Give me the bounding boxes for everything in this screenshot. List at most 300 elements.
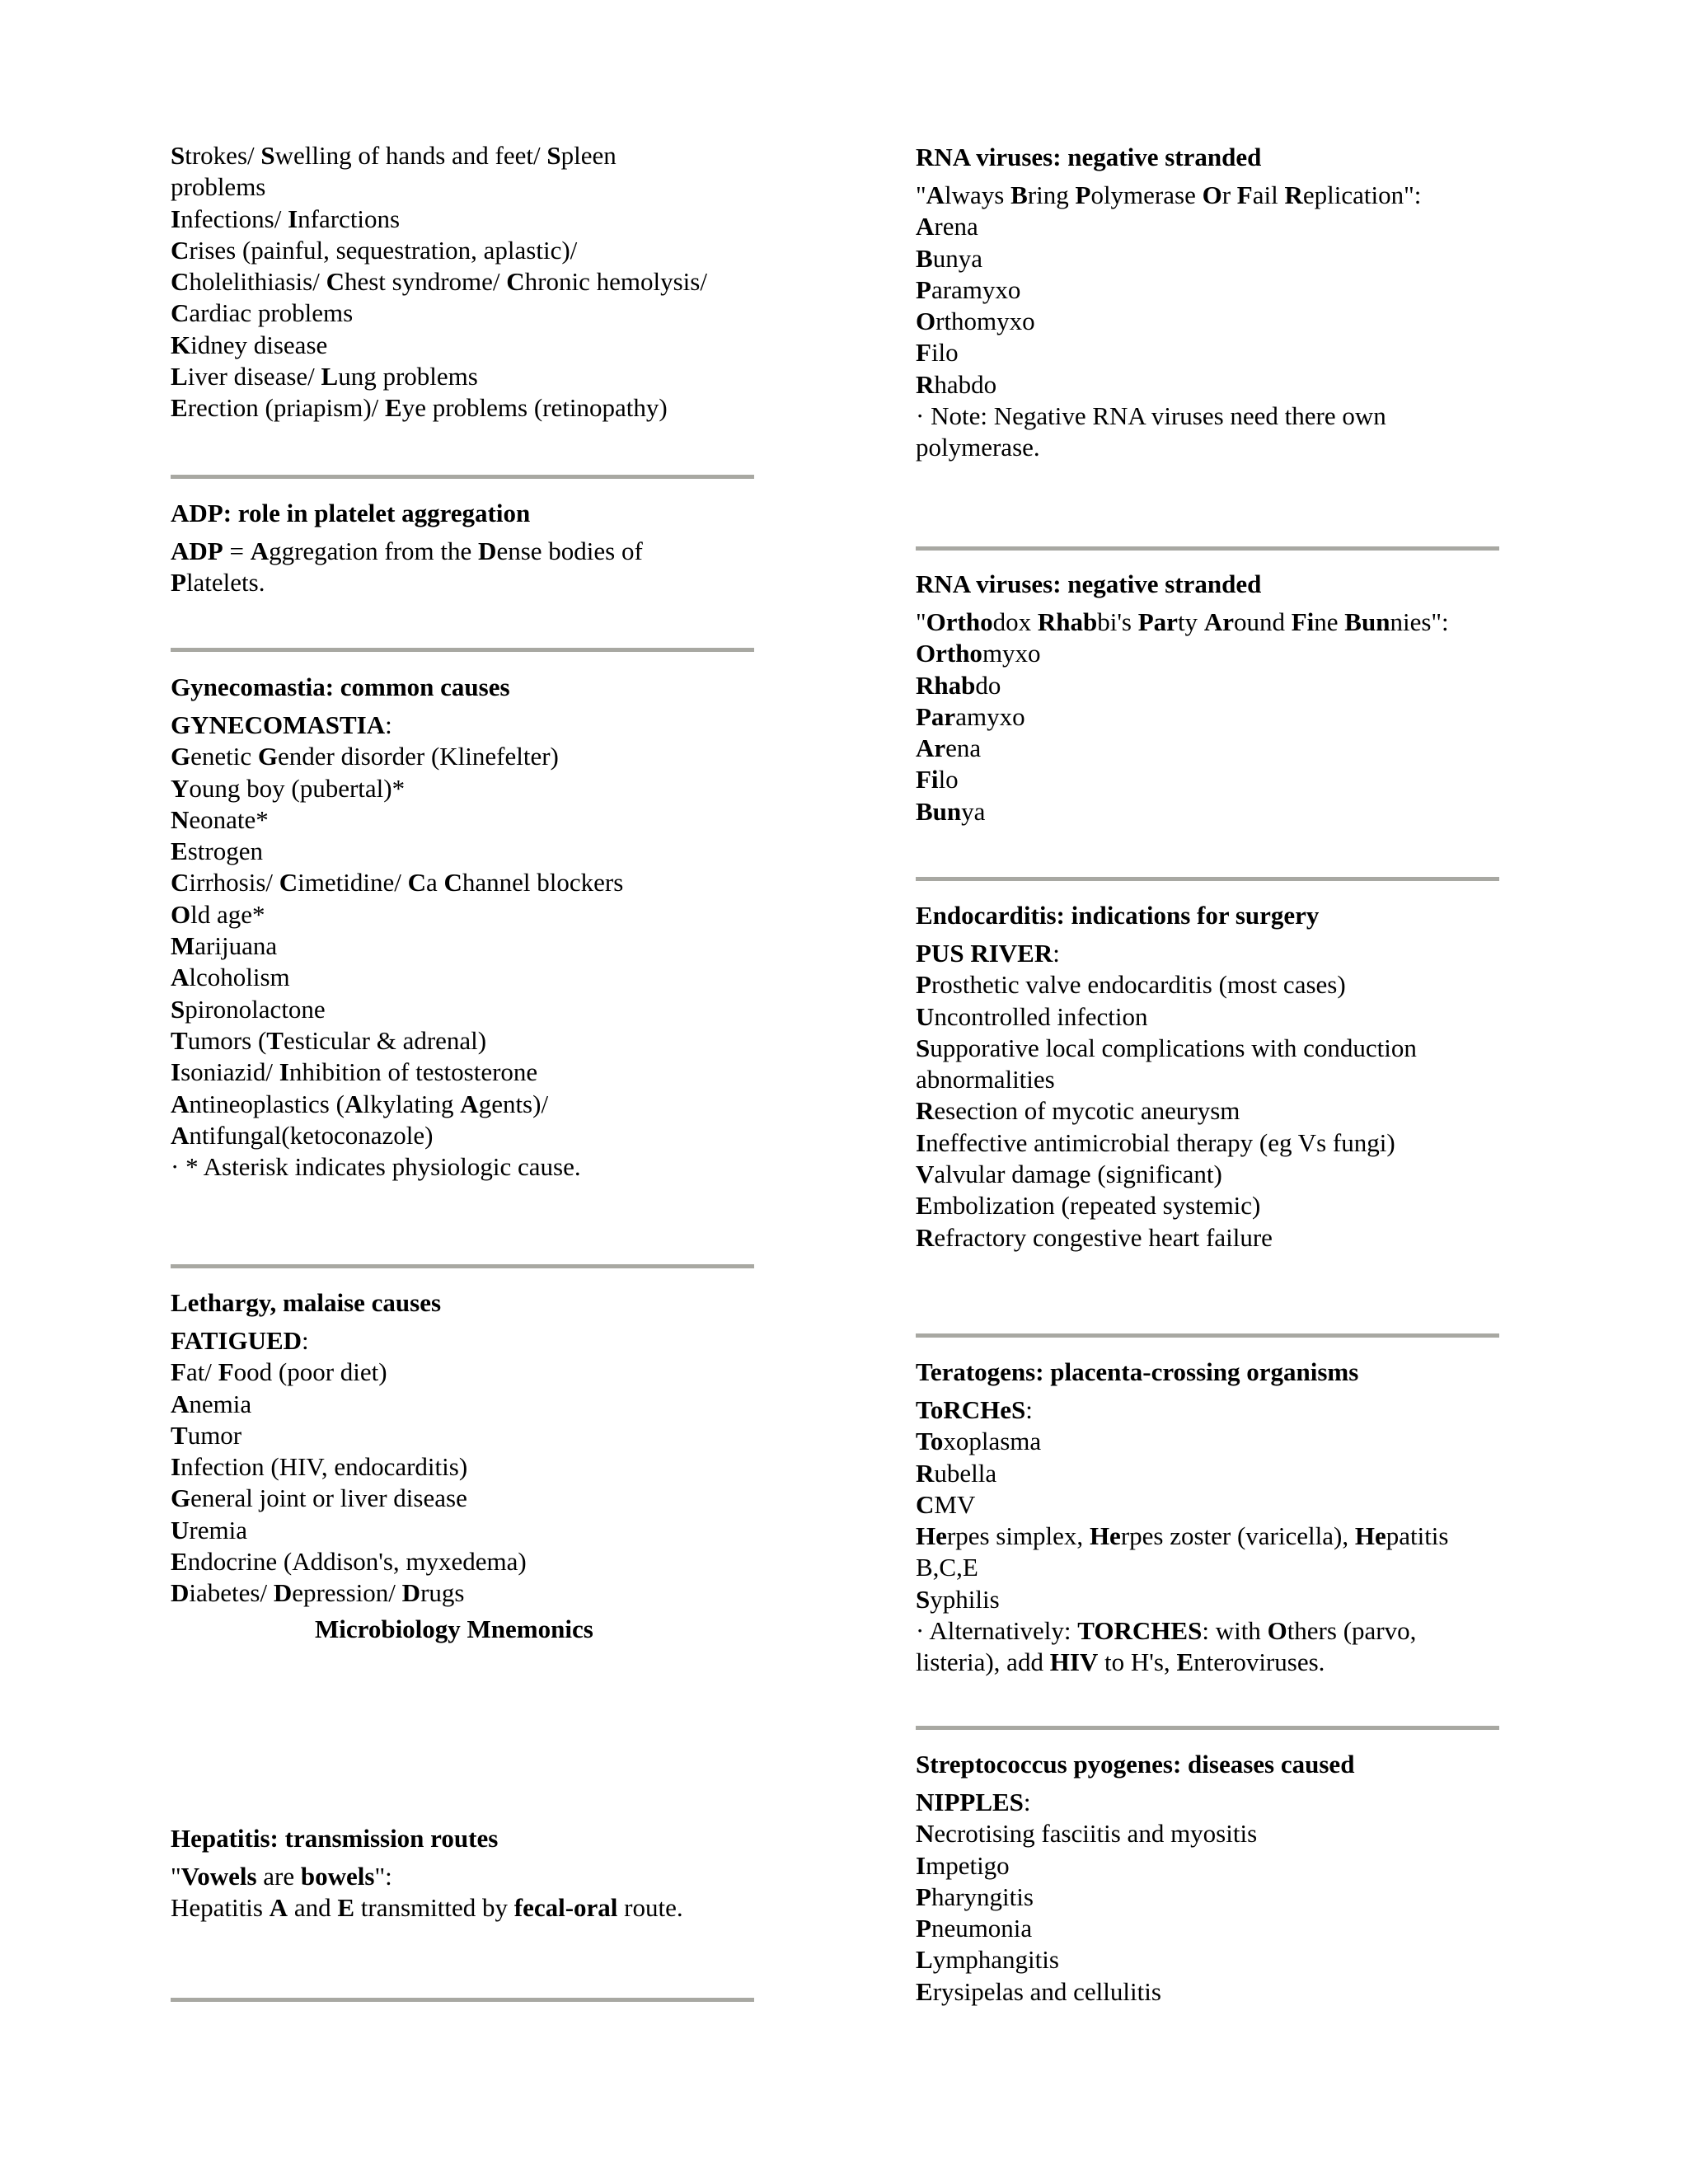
mnemonic-letter: NIPPLES — [916, 1788, 1024, 1816]
mnemonic-letter: ToRCHeS — [916, 1395, 1026, 1424]
mnemonic-line — [916, 1489, 1526, 1521]
mnemonic-letter: bowels — [300, 1862, 375, 1891]
mnemonic-letter: A — [460, 1089, 479, 1118]
mnemonic-line — [171, 1892, 764, 1924]
line-text: nhibition of testosterone — [288, 1057, 538, 1087]
line-text: lo — [938, 765, 959, 794]
mnemonic-letter: O — [916, 307, 936, 336]
mnemonic-letter: A — [171, 963, 190, 992]
mnemonic-letter: HIV — [1049, 1647, 1099, 1677]
mnemonic-letter: P — [916, 970, 931, 1000]
mnemonic-line — [916, 306, 1526, 337]
mnemonic-line — [916, 969, 1526, 1001]
line-text: arijuana — [195, 931, 278, 961]
mnemonic-line — [171, 1389, 764, 1420]
mnemonic-letter: S — [916, 1584, 931, 1614]
line-text: rthomyxo — [935, 307, 1035, 336]
mnemonic-line — [171, 1577, 764, 1609]
mnemonic-letter: L — [321, 362, 339, 391]
mnemonic-letter: R — [916, 1458, 935, 1488]
mnemonic-letter: Vowels — [181, 1862, 257, 1891]
mnemonic-line — [171, 867, 764, 898]
line-text: · Note: Negative RNA viruses need there own — [916, 401, 1386, 431]
mnemonic-lines — [171, 710, 764, 1183]
line-text: ilo — [931, 338, 959, 368]
mnemonic-line — [916, 1095, 1526, 1127]
line-text: ring — [1027, 180, 1076, 209]
mnemonic-line — [171, 1451, 764, 1483]
line-text: ail — [1252, 180, 1285, 209]
mnemonic-line — [171, 741, 764, 772]
line-text: ecrotising fasciitis and myositis — [934, 1819, 1258, 1849]
mnemonic-letter: P — [916, 1882, 931, 1911]
line-text: esticular & adrenal) — [283, 1025, 487, 1055]
mnemonic-line — [171, 330, 764, 361]
mnemonic-line — [171, 204, 764, 235]
mnemonic-letter: Rhab — [916, 670, 976, 700]
line-text: mbolization (repeated systemic) — [932, 1191, 1261, 1221]
mnemonic-line — [171, 171, 764, 203]
card-title: RNA viruses: negative stranded — [916, 569, 1262, 598]
line-text: hannel blockers — [462, 868, 624, 898]
mnemonic-line — [916, 432, 1526, 463]
line-text: latelets. — [185, 568, 265, 598]
mnemonic-letter: U — [916, 1001, 935, 1031]
line-text: yphilis — [930, 1584, 1000, 1614]
line-text: mpetigo — [926, 1850, 1010, 1880]
section-divider — [171, 648, 754, 652]
mnemonic-letter: O — [1267, 1616, 1287, 1646]
line-text: patitis — [1386, 1521, 1449, 1551]
line-text: polymerase. — [916, 433, 1040, 462]
mnemonic-line — [916, 1944, 1526, 1975]
mnemonic-letter: He — [916, 1521, 947, 1551]
mnemonic-letter: He — [1354, 1521, 1386, 1551]
line-text: ymphangitis — [932, 1945, 1059, 1975]
mnemonic-letter: V — [916, 1160, 935, 1189]
line-text: Hepatitis — [171, 1893, 270, 1923]
mnemonic-letter: C — [171, 868, 190, 898]
mnemonic-letter: D — [171, 1578, 190, 1608]
mnemonic-line — [171, 836, 764, 867]
line-text: eonate* — [189, 804, 269, 834]
line-text: ": — [374, 1862, 392, 1891]
line-text: thers (parvo, — [1287, 1616, 1417, 1646]
mnemonic-letter: P — [916, 274, 931, 304]
mnemonic-letter: TORCHES — [1077, 1616, 1203, 1646]
mnemonic-line — [171, 1483, 764, 1514]
card-title: Endocarditis: indications for surgery — [916, 901, 1320, 930]
mnemonic-letter: S — [260, 141, 275, 170]
mnemonic-line — [171, 140, 764, 171]
mnemonic-letter: C — [407, 868, 426, 898]
line-text: : — [1025, 1395, 1033, 1424]
card-title: Gynecomastia: common causes — [171, 673, 510, 701]
line-text: neumonia — [931, 1914, 1033, 1943]
line-text: epression/ — [292, 1578, 402, 1608]
line-text: pironolactone — [185, 994, 326, 1024]
mnemonic-line — [916, 1458, 1526, 1489]
mnemonic-letter: B — [916, 243, 933, 273]
mnemonic-letter: T — [266, 1025, 284, 1055]
line-text: B,C,E — [916, 1553, 978, 1582]
mnemonic-letter: Ortho — [926, 607, 993, 636]
line-text: ty — [1177, 607, 1204, 636]
rna-viruses-card-1 — [916, 142, 1526, 464]
mnemonic-letter: I — [171, 1057, 181, 1087]
mnemonic-line — [171, 567, 764, 598]
line-text: ena — [945, 733, 982, 763]
mnemonic-letter: ADP — [171, 537, 223, 565]
line-text: bi's — [1097, 607, 1138, 636]
line-text: alvular damage (significant) — [934, 1160, 1222, 1189]
mnemonic-letter: G — [257, 742, 279, 771]
mnemonic-line — [916, 1001, 1526, 1033]
line-text: myxo — [982, 639, 1041, 668]
mnemonic-letter: S — [171, 994, 185, 1024]
line-text: listeria), add — [916, 1647, 1050, 1677]
mnemonic-letter: Fi — [916, 765, 939, 794]
hepatitis-card — [171, 1823, 764, 1924]
mnemonic-letter: C — [916, 1489, 935, 1519]
line-text: ye problems (retinopathy) — [401, 393, 668, 423]
line-text: ya — [961, 796, 986, 826]
mnemonic-letter: Par — [1137, 607, 1178, 636]
mnemonic-letter: A — [171, 1389, 190, 1418]
mnemonic-letter: GYNECOMASTIA — [171, 710, 386, 739]
mnemonic-line — [916, 1127, 1526, 1159]
line-text: r — [1221, 180, 1237, 209]
line-text: umor — [187, 1420, 242, 1450]
mnemonic-lines — [916, 938, 1526, 1254]
mnemonic-line — [916, 211, 1526, 242]
line-text: ntineoplastics ( — [189, 1089, 345, 1118]
line-text: : — [302, 1326, 309, 1355]
mnemonic-letter: F — [916, 338, 931, 368]
line-text: lkylating — [363, 1089, 461, 1118]
line-text: gents)/ — [478, 1089, 549, 1118]
mnemonic-letter: G — [171, 742, 191, 771]
line-text: imetidine/ — [298, 868, 408, 898]
mnemonic-line — [916, 1818, 1526, 1849]
line-text: transmitted by — [354, 1893, 514, 1923]
mnemonic-letter: S — [546, 141, 561, 170]
mnemonic-letter: A — [171, 1089, 190, 1118]
mnemonic-letter: I — [171, 204, 181, 233]
line-text: xoplasma — [943, 1427, 1042, 1456]
mnemonic-letter: E — [171, 837, 188, 866]
mnemonic-letter: K — [171, 330, 191, 359]
mnemonic-line — [916, 401, 1526, 432]
line-text: ound — [1233, 607, 1292, 636]
mnemonic-line — [171, 392, 764, 424]
line-text: soniazid/ — [181, 1057, 279, 1087]
mnemonic-letter: I — [288, 204, 298, 233]
line-text: rena — [934, 212, 978, 241]
line-text: holelithiasis/ — [189, 267, 326, 297]
mnemonic-line — [916, 796, 1526, 827]
mnemonic-line — [916, 1521, 1526, 1552]
mnemonic-line — [916, 337, 1526, 368]
card-title: Hepatitis: transmission routes — [171, 1824, 499, 1853]
mnemonic-letter: Y — [171, 773, 190, 803]
line-text: lcoholism — [189, 963, 290, 992]
mnemonic-line — [916, 1159, 1526, 1190]
mnemonic-letter: Ortho — [916, 639, 982, 668]
line-text: esection of mycotic aneurysm — [934, 1096, 1240, 1126]
mnemonic-line — [916, 1913, 1526, 1944]
mnemonic-letter: P — [916, 1914, 931, 1943]
mnemonic-lines — [916, 1394, 1526, 1679]
mnemonic-line — [916, 1033, 1526, 1064]
mnemonic-letter: F — [218, 1357, 234, 1387]
mnemonic-line — [916, 1222, 1526, 1254]
mnemonic-letter: Bun — [916, 796, 962, 826]
mnemonic-letter: N — [916, 1819, 935, 1849]
line-text: neffective antimicrobial therapy (eg Vs fungi) — [926, 1127, 1395, 1157]
mnemonic-letter: A — [171, 1120, 190, 1150]
mnemonic-letter: E — [171, 393, 188, 423]
line-text: at/ — [185, 1357, 218, 1387]
mnemonic-lines — [916, 180, 1526, 464]
line-text: rection (priapism)/ — [187, 393, 385, 423]
mnemonic-letter: D — [401, 1578, 421, 1608]
line-text: nemia — [189, 1389, 252, 1418]
mnemonic-letter: R — [916, 369, 935, 399]
mnemonic-letter: S — [171, 141, 185, 170]
rna-viruses-card-2 — [916, 569, 1526, 827]
mnemonic-letter: E — [337, 1893, 355, 1923]
line-text: MV — [934, 1489, 976, 1519]
mnemonic-line — [916, 274, 1526, 306]
mnemonic-line — [916, 701, 1526, 733]
mnemonic-letter: I — [279, 1057, 289, 1087]
mnemonic-line — [916, 764, 1526, 795]
line-text: rpes zoster (varicella), — [1120, 1521, 1355, 1551]
line-text: haryngitis — [931, 1882, 1034, 1911]
line-text: : — [1023, 1788, 1031, 1816]
mnemonic-line — [171, 266, 764, 298]
mnemonic-letter: O — [171, 899, 191, 929]
line-text: rpes simplex, — [946, 1521, 1090, 1551]
mnemonic-letter: G — [171, 1483, 191, 1513]
mnemonic-letter: A — [916, 212, 935, 241]
line-text: " — [171, 1862, 181, 1891]
line-text: irrhosis/ — [189, 868, 279, 898]
strep-pyogenes-card — [916, 1749, 1526, 2008]
line-text: eneral joint or liver disease — [190, 1483, 467, 1513]
mnemonic-letter: A — [344, 1089, 363, 1118]
card-title: RNA viruses: negative stranded — [916, 143, 1262, 171]
line-text: are — [256, 1862, 301, 1891]
mnemonic-line — [171, 1089, 764, 1120]
mnemonic-letter: T — [171, 1420, 188, 1450]
line-text: ubella — [934, 1458, 997, 1488]
section-divider — [916, 1726, 1499, 1730]
mnemonic-letter: Ar — [1203, 607, 1234, 636]
line-text: hest syndrome/ — [344, 267, 507, 297]
mnemonic-letter: Par — [916, 701, 956, 731]
mnemonic-letter: FATIGUED — [171, 1326, 302, 1355]
mnemonic-letter: C — [171, 235, 190, 265]
mnemonic-line — [916, 1647, 1526, 1678]
line-text: umors ( — [187, 1025, 267, 1055]
line-text: ld age* — [190, 899, 265, 929]
line-text: oung boy (pubertal)* — [189, 773, 406, 803]
mnemonic-line — [916, 638, 1526, 669]
line-text: a — [426, 868, 444, 898]
mnemonic-line — [171, 804, 764, 836]
mnemonic-line — [916, 938, 1526, 969]
line-text: iabetes/ — [189, 1578, 274, 1608]
mnemonic-line — [916, 670, 1526, 701]
mnemonic-line — [171, 962, 764, 993]
card-title: ADP: role in platelet aggregation — [171, 499, 531, 527]
mnemonic-letter: I — [171, 1452, 181, 1482]
line-text: rises (painful, sequestration, aplastic)/ — [189, 235, 578, 265]
mnemonic-letter: D — [273, 1578, 293, 1608]
mnemonic-letter: F — [1236, 180, 1253, 209]
mnemonic-line — [171, 773, 764, 804]
line-text: nfections/ — [181, 204, 288, 233]
mnemonic-letter: F — [171, 1357, 186, 1387]
line-text: nteroviruses. — [1193, 1647, 1325, 1677]
line-text: nfarctions — [298, 204, 401, 233]
lethargy-card — [171, 1287, 764, 1610]
mnemonic-line — [171, 710, 764, 741]
line-text: ggregation from the — [269, 537, 479, 565]
mnemonic-letter: U — [171, 1515, 190, 1544]
line-text: ender disorder (Klinefelter) — [278, 742, 559, 771]
mnemonic-line — [171, 536, 764, 567]
mnemonic-letter: L — [171, 362, 188, 391]
mnemonic-line — [916, 1787, 1526, 1818]
line-text: : — [1053, 939, 1060, 968]
line-text: ood (poor diet) — [233, 1357, 387, 1387]
mnemonic-letter: R — [916, 1222, 935, 1252]
line-text: abnormalities — [916, 1065, 1055, 1094]
line-text: : with — [1202, 1616, 1268, 1646]
line-text: problems — [171, 172, 266, 202]
section-divider — [916, 1333, 1499, 1338]
mnemonic-line — [916, 1615, 1526, 1647]
section-divider — [916, 877, 1499, 881]
line-text: unya — [932, 243, 982, 273]
adp-card — [171, 498, 764, 599]
mnemonic-letter: To — [916, 1427, 944, 1456]
mnemonic-line — [171, 298, 764, 329]
mnemonic-letter: Ar — [916, 733, 946, 763]
section-divider — [171, 1998, 754, 2002]
line-text: : — [385, 710, 392, 739]
teratogens-card — [916, 1357, 1526, 1679]
mnemonic-letter: P — [1075, 180, 1091, 209]
card-title: Teratogens: placenta-crossing organisms — [916, 1357, 1359, 1386]
line-text: and — [288, 1893, 338, 1923]
mnemonic-letter: C — [443, 868, 462, 898]
mnemonic-line — [171, 1861, 764, 1892]
mnemonic-line — [171, 361, 764, 392]
mnemonic-letter: A — [926, 180, 945, 209]
line-text: eplication": — [1302, 180, 1422, 209]
line-text: do — [975, 670, 1001, 700]
section-divider — [171, 1264, 754, 1268]
mnemonic-line — [171, 994, 764, 1025]
mnemonic-lines — [916, 1787, 1526, 2008]
line-text: enetic — [190, 742, 258, 771]
line-text: · Alternatively: — [916, 1616, 1078, 1646]
line-text: to H's, — [1098, 1647, 1177, 1677]
mnemonic-letter: Bun — [1344, 607, 1390, 636]
mnemonic-line — [171, 235, 764, 266]
card-title: Lethargy, malaise causes — [171, 1288, 442, 1317]
mnemonic-letter: E — [385, 393, 402, 423]
line-text: route. — [617, 1893, 683, 1923]
mnemonic-letter: He — [1089, 1521, 1121, 1551]
mnemonic-letter: C — [171, 298, 190, 328]
line-text: ung problems — [338, 362, 478, 391]
line-text: nfection (HIV, endocarditis) — [181, 1452, 468, 1482]
line-text: upporative local complications with conduction — [930, 1033, 1417, 1062]
mnemonic-letter: C — [506, 267, 525, 297]
endocarditis-card — [916, 900, 1526, 1254]
mnemonic-line — [916, 180, 1526, 211]
mnemonic-letter: A — [250, 537, 270, 565]
line-text: " — [916, 180, 926, 209]
mnemonic-line — [916, 1584, 1526, 1615]
mnemonic-line — [171, 930, 764, 962]
line-text: · * Asterisk indicates physiologic cause. — [171, 1152, 581, 1182]
line-text: rugs — [420, 1578, 465, 1608]
mnemonic-letter: E — [916, 1976, 933, 2006]
mnemonic-lines — [171, 1325, 764, 1610]
mnemonic-line — [916, 243, 1526, 274]
mnemonic-letter: N — [171, 804, 190, 834]
mnemonic-line — [171, 1025, 764, 1057]
mnemonic-letter: L — [916, 1945, 933, 1975]
mnemonic-letter: A — [269, 1893, 288, 1923]
section-heading: Microbiology Mnemonics — [315, 1615, 593, 1643]
line-text: trokes/ — [185, 141, 261, 170]
mnemonic-line — [171, 1420, 764, 1451]
mnemonic-letter: E — [916, 1191, 933, 1221]
mnemonic-line — [916, 1882, 1526, 1913]
line-text: aramyxo — [931, 274, 1021, 304]
mnemonic-line — [916, 1976, 1526, 2008]
mnemonic-line — [171, 1120, 764, 1151]
mnemonic-line — [916, 1426, 1526, 1457]
mnemonic-line — [916, 1064, 1526, 1095]
mnemonic-line — [171, 1546, 764, 1577]
line-text: amyxo — [955, 701, 1025, 731]
section-divider — [916, 546, 1499, 551]
mnemonic-line — [916, 1190, 1526, 1221]
mnemonic-letter: S — [916, 1033, 931, 1062]
line-text: olymerase — [1090, 180, 1203, 209]
line-text: hronic hemolysis/ — [524, 267, 707, 297]
mnemonic-letter: fecal-oral — [513, 1893, 618, 1923]
line-text: rysipelas and cellulitis — [932, 1976, 1161, 2006]
mnemonic-letter: R — [1284, 180, 1303, 209]
mnemonic-lines — [171, 140, 764, 424]
line-text: habdo — [934, 369, 997, 399]
mnemonic-lines — [916, 607, 1526, 827]
line-text: ndocrine (Addison's, myxedema) — [187, 1547, 527, 1577]
mnemonic-letter: C — [279, 868, 298, 898]
section-divider — [171, 475, 754, 479]
mnemonic-letter: I — [916, 1127, 926, 1157]
line-text: " — [916, 607, 926, 636]
